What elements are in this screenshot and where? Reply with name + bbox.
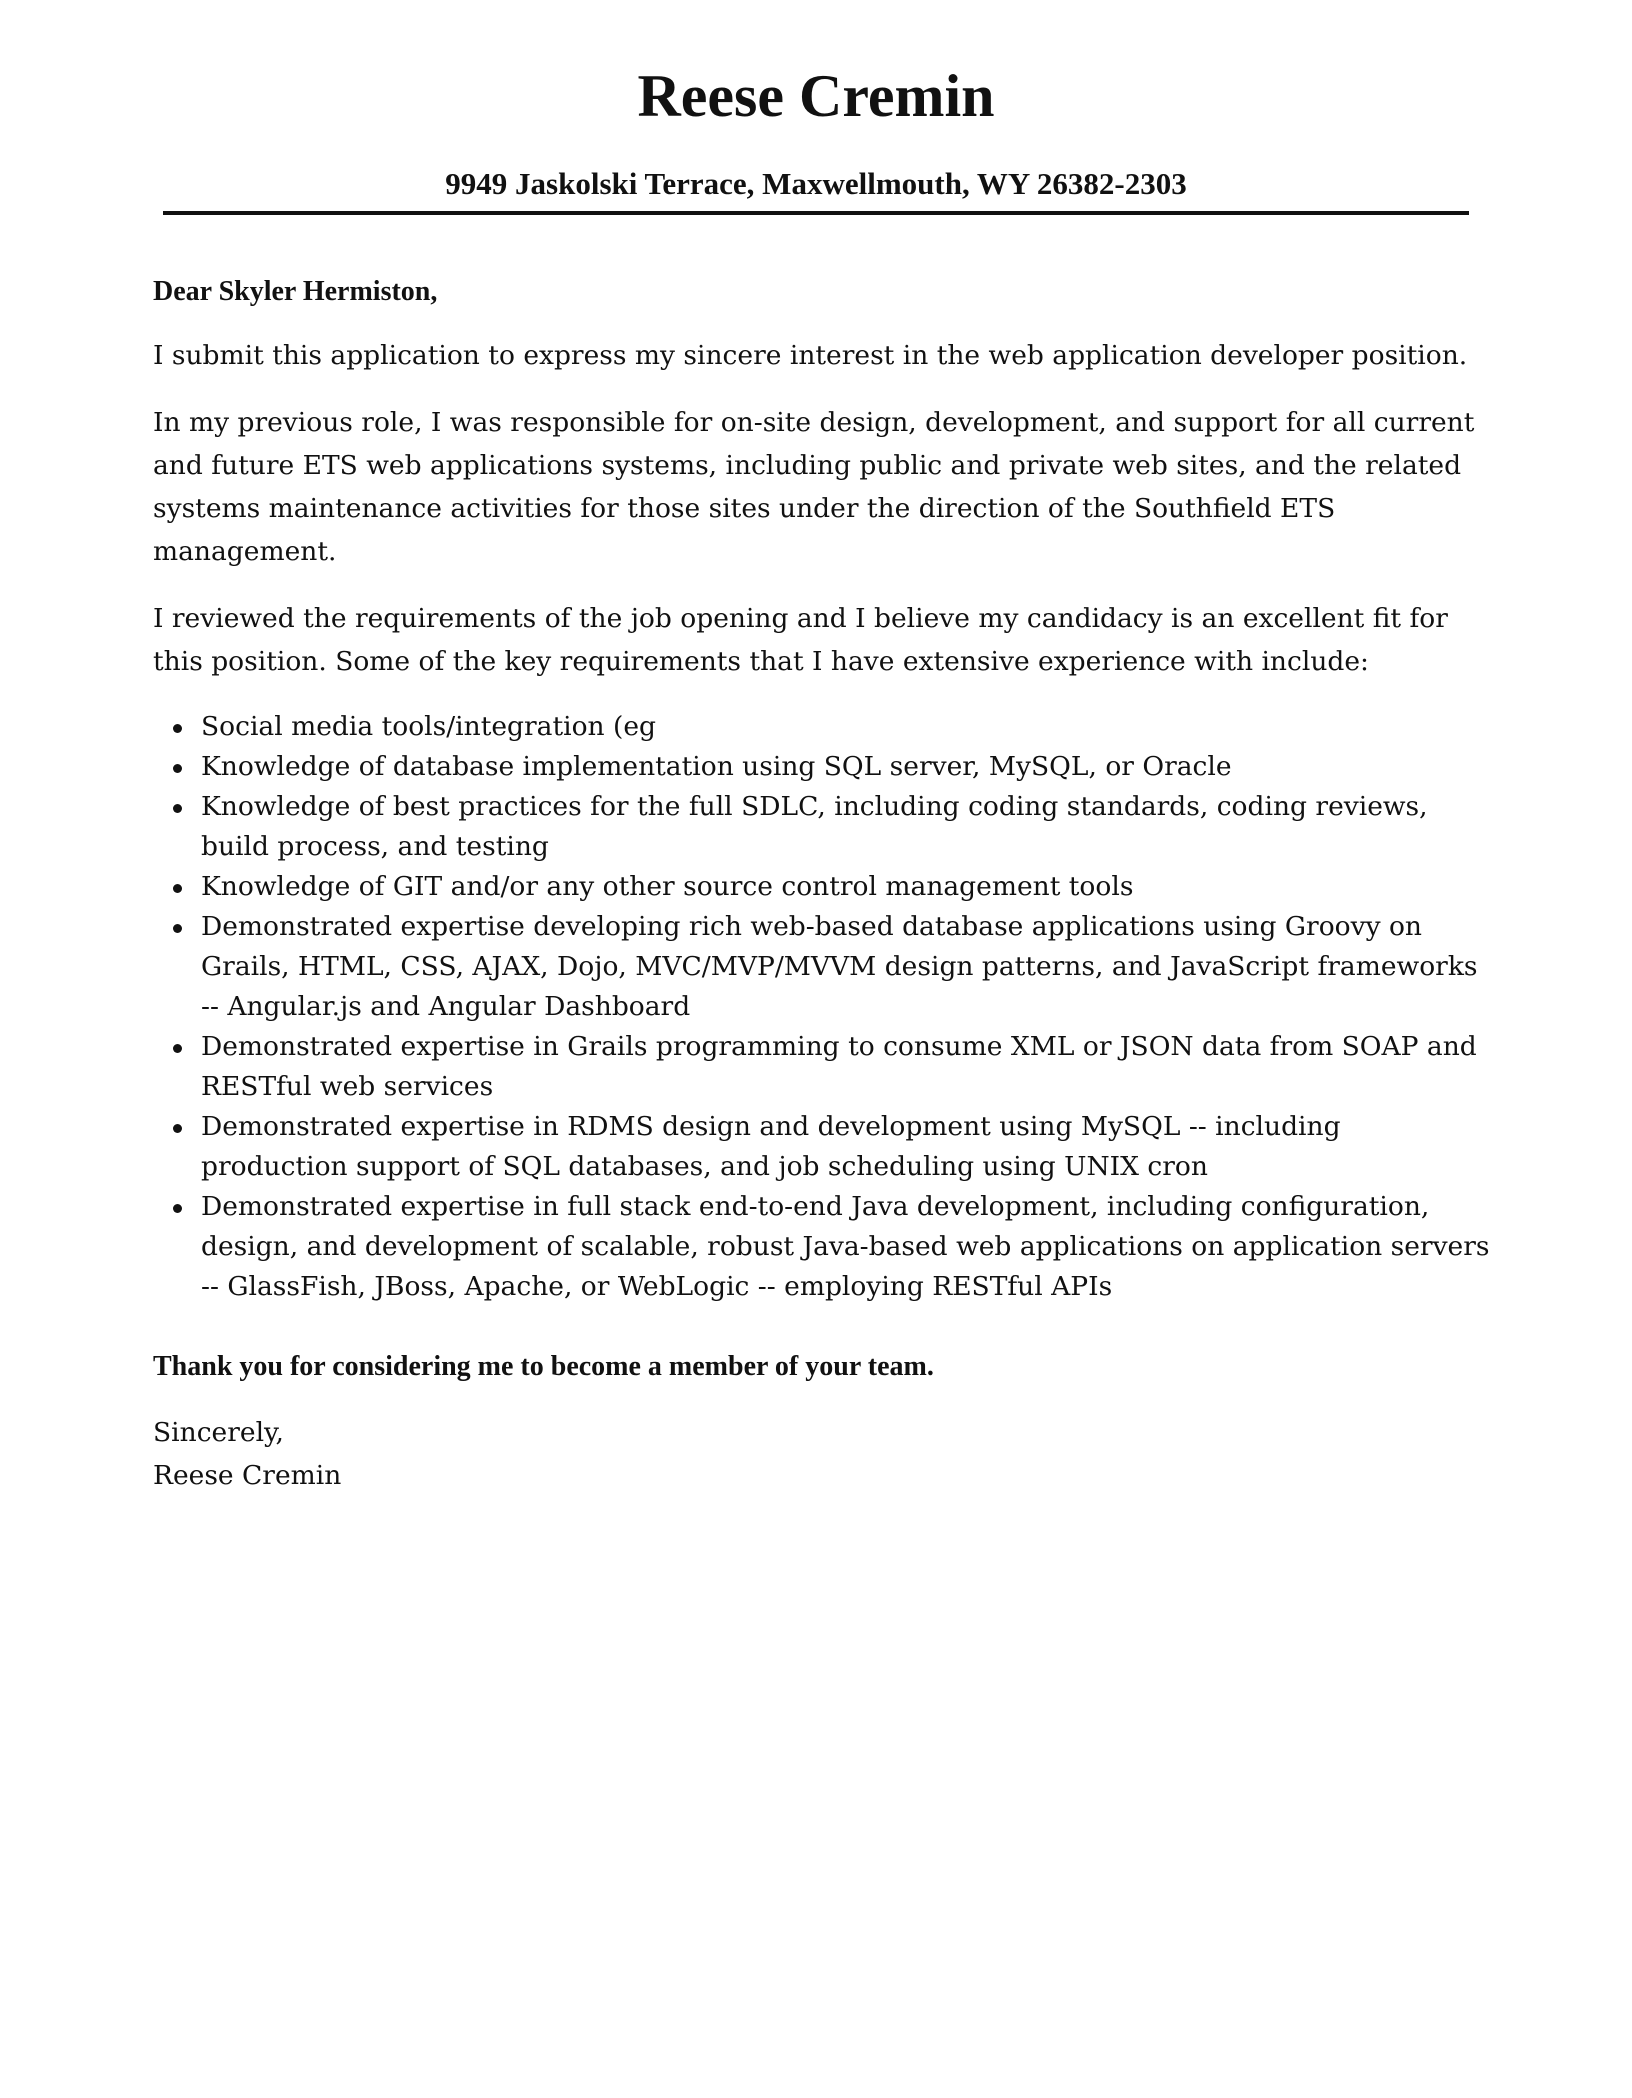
header-divider bbox=[163, 211, 1469, 215]
paragraph-previous-role: In my previous role, I was responsible for on-site design, development, and support for all current and future ETS web applications systems, including public and private web sites, and the related systems maintenance activities for those sites under the direction of the Southfield ETS management. bbox=[153, 407, 1475, 567]
applicant-name: Reese Cremin bbox=[637, 63, 995, 129]
letter-body bbox=[153, 272, 1493, 1497]
applicant-address: 9949 Jaskolski Terrace, Maxwellmouth, WY 26382-2303 bbox=[445, 166, 1187, 201]
requirements-list bbox=[153, 707, 1493, 1307]
closing-statement: Thank you for considering me to become a member of your team. bbox=[153, 1351, 934, 1382]
list-item: Demonstrated expertise in RDMS design and development using MySQL -- including production support of SQL databases, and job scheduling using UNIX cron bbox=[201, 1107, 1493, 1187]
signoff: Sincerely, bbox=[153, 1417, 284, 1448]
list-item: Demonstrated expertise in full stack end-to-end Java development, including configuration, design, and development of scalable, robust Java-based web applications on application servers -- GlassFish, JBoss, Apache, or WebLogic -- employing RESTful APIs bbox=[201, 1187, 1493, 1307]
salutation: Dear Skyler Hermiston, bbox=[153, 276, 438, 307]
paragraph-intro: I submit this application to express my sincere interest in the web application developer position. bbox=[153, 340, 1468, 371]
signature-name: Reese Cremin bbox=[153, 1460, 342, 1491]
list-item: Social media tools/integration (eg bbox=[201, 707, 1493, 747]
list-item: Demonstrated expertise in Grails programming to consume XML or JSON data from SOAP and RESTful web services bbox=[201, 1027, 1493, 1107]
paragraph-requirements-intro: I reviewed the requirements of the job opening and I believe my candidacy is an excellent fit for this position. Some of the key requirements that I have extensive experience with include: bbox=[153, 603, 1448, 677]
list-item: Knowledge of GIT and/or any other source control management tools bbox=[201, 867, 1493, 907]
list-item: Knowledge of database implementation using SQL server, MySQL, or Oracle bbox=[201, 747, 1493, 787]
list-item: Demonstrated expertise developing rich web-based database applications using Groovy on Grails, HTML, CSS, AJAX, Dojo, MVC/MVP/MVVM design patterns, and JavaScript frameworks -- Angular.js and Angular Dashboard bbox=[201, 907, 1493, 1027]
list-item: Knowledge of best practices for the full SDLC, including coding standards, coding reviews, build process, and testing bbox=[201, 787, 1493, 867]
